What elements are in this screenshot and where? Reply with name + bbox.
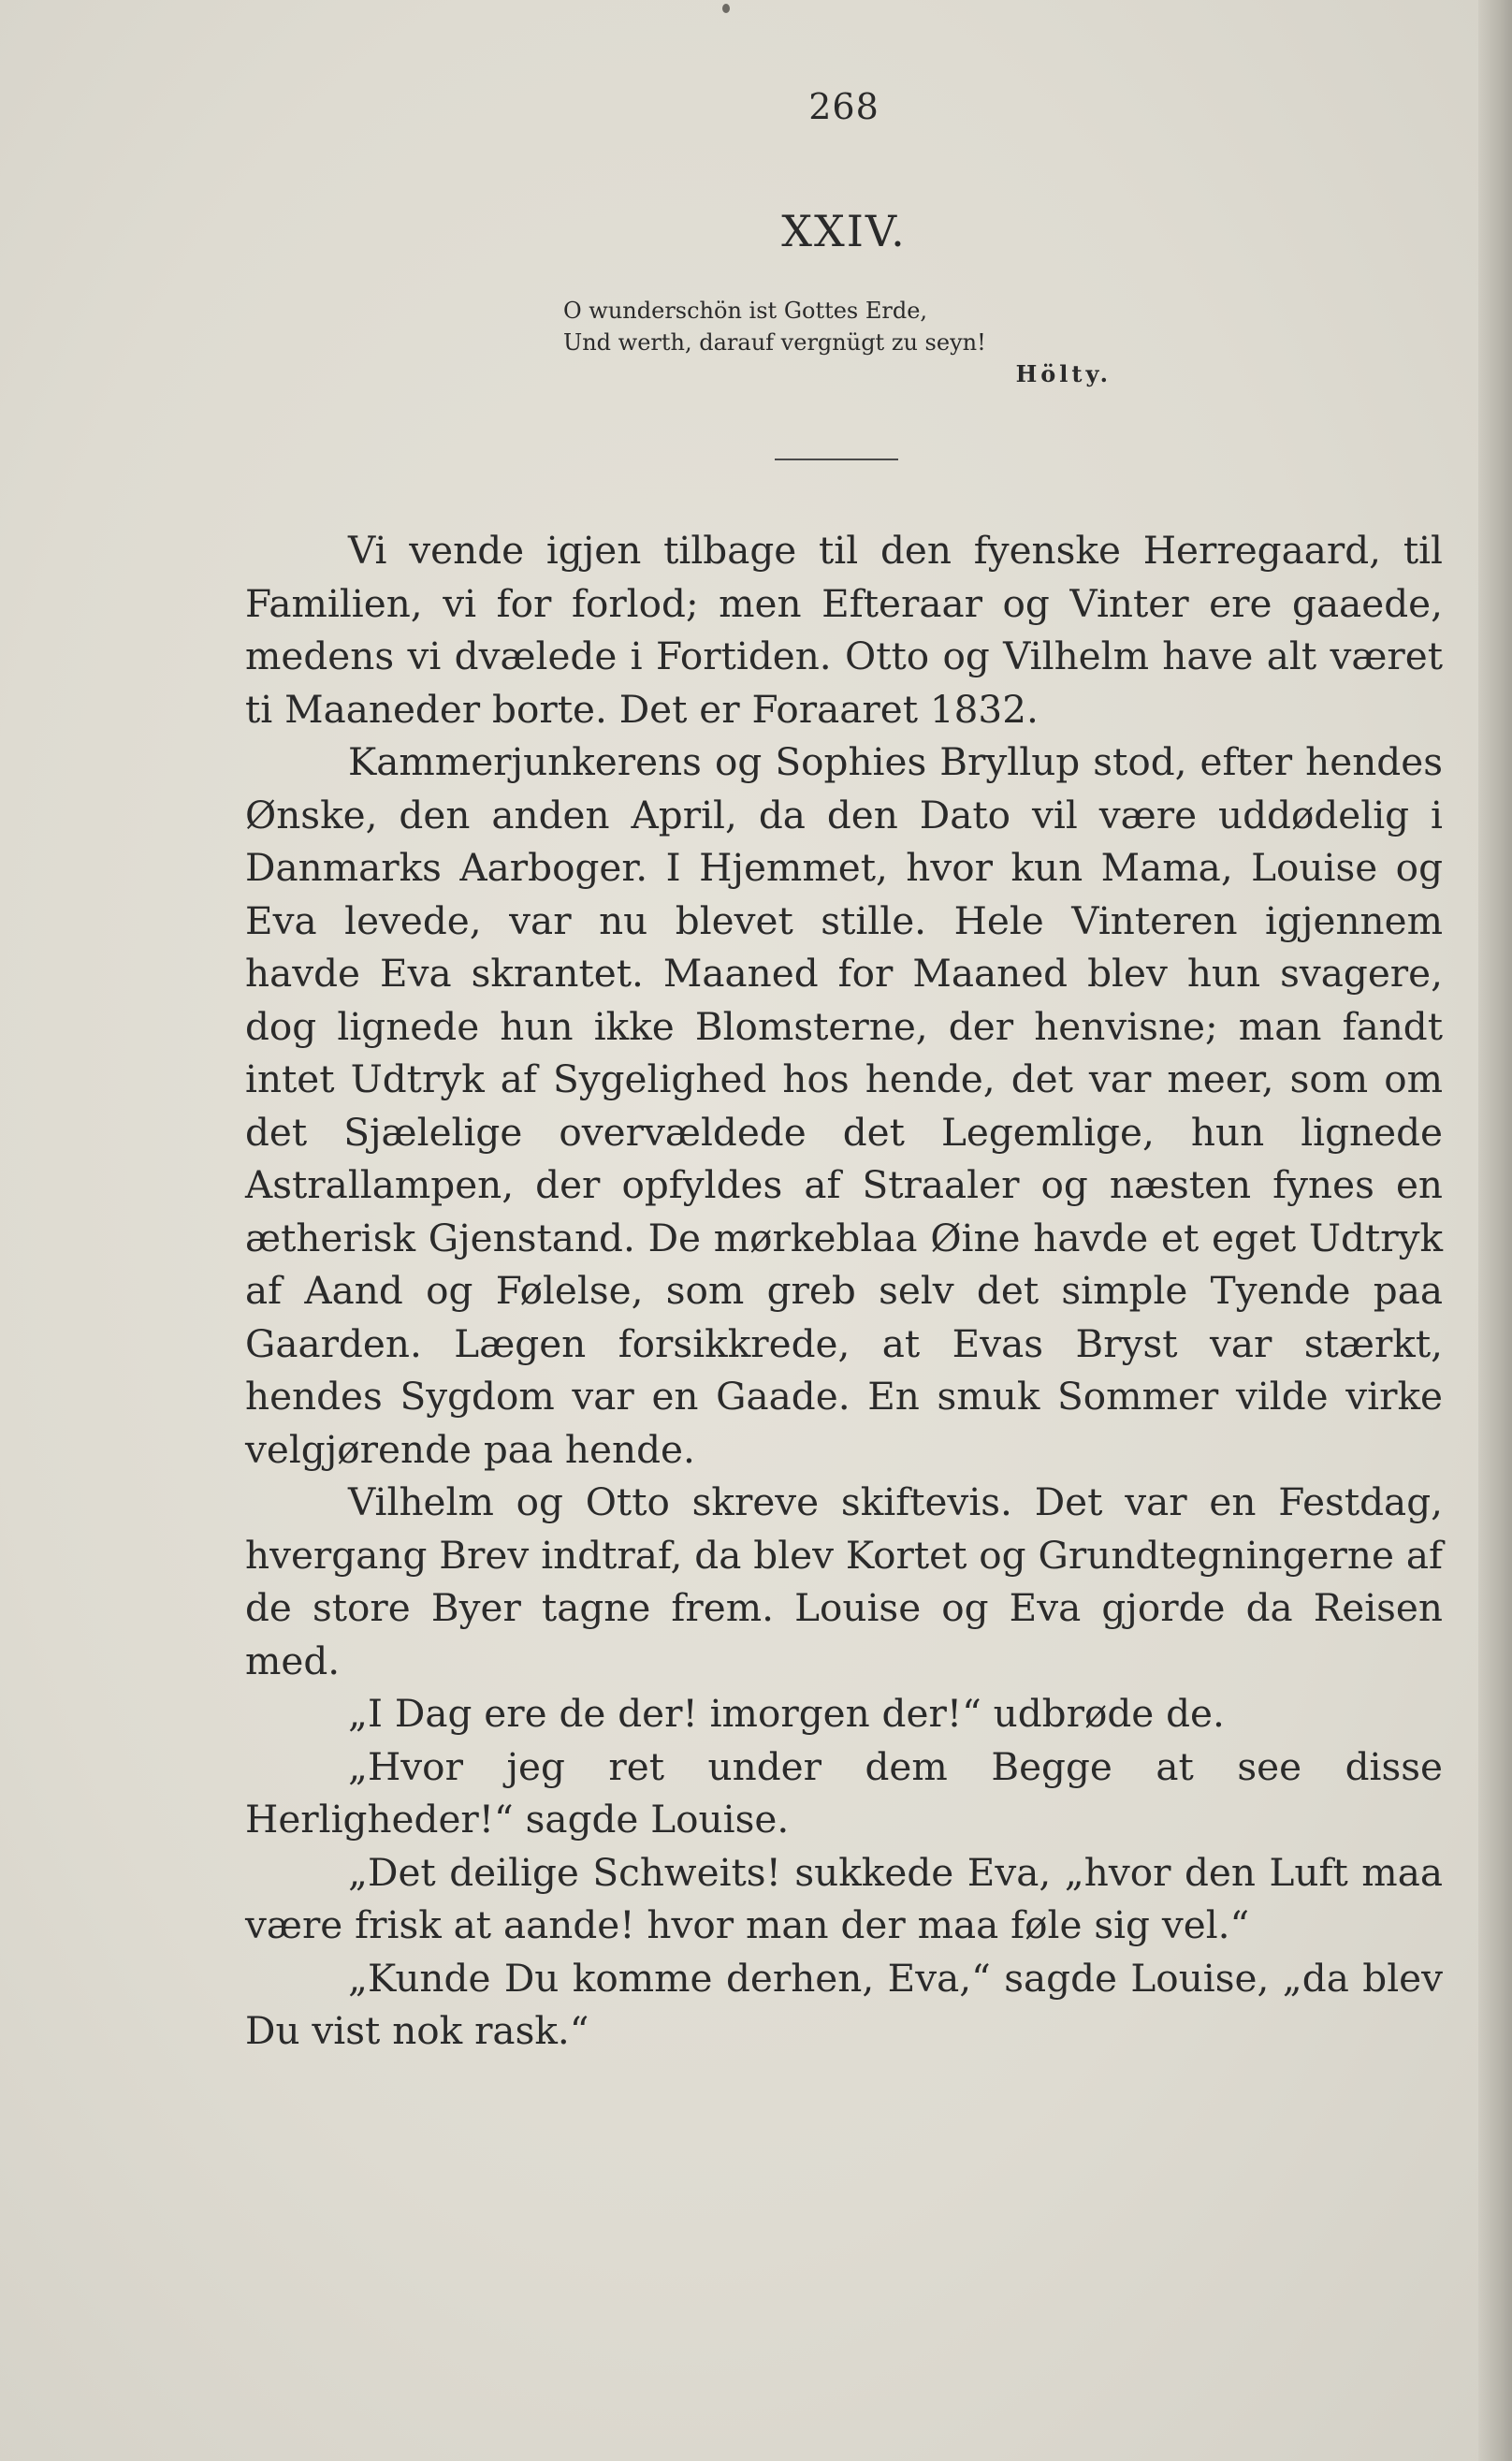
ink-speck: [722, 4, 730, 13]
page-edge: [1478, 0, 1512, 2461]
paragraph: Vi vende igjen tilbage til den fyenske Herregaard, til Familien, vi for forlod; men Efteraar og Vinter ere gaaede, medens vi dvælede i Fortiden. Otto og Vilhelm have alt været ti Maaneder borte. Det er Foraaret 1832.: [245, 528, 1443, 732]
chapter-body: [245, 524, 1443, 2058]
paragraph: Kammerjunkerens og Sophies Bryllup stod, efter hendes Ønske, den anden April, da den Dato vil være uddødelig i Danmarks Aarboger. I Hjemmet, hvor kun Mama, Louise og Eva levede, var nu blevet stille. Hele Vinteren igjennem havde Eva skrantet. Maaned for Maaned blev hun svagere, dog lignede hun ikke Blomsterne, der henvisne; man fandt intet Udtryk af Sygelighed hos hende, det var meer, som om det Sjælelige overvældede det Legemlige, hun lignede Astrallampen, der opfyldes af Straaler og næsten fynes en ætherisk Gjenstand. De mørkeblaa Øine havde et eget Udtryk af Aand og Følelse, som greb selv det simple Tyende paa Gaarden. Lægen forsikkrede, at Evas Bryst var stærkt, hendes Sygdom var en Gaade. En smuk Sommer vilde virke velgjørende paa hende.: [245, 739, 1443, 1472]
paragraph: Vilhelm og Otto skreve skiftevis. Det var en Festdag, hvergang Brev indtraf, da blev Kortet og Grundtegningerne af de store Byer tagne frem. Louise og Eva gjorde da Reisen med.: [245, 1479, 1443, 1683]
dialogue-paragraph: „Det deilige Schweits! sukkede Eva, „hvor den Luft maa være frisk at aande! hvor man der maa føle sig vel.“: [245, 1849, 1443, 1947]
dialogue-paragraph: „Hvor jeg ret under dem Begge at see disse Herligheder!“ sagde Louise.: [245, 1743, 1443, 1842]
epigraph-author: Hölty.: [1015, 360, 1112, 387]
section-divider: [775, 459, 898, 460]
dialogue-paragraph: „Kunde Du komme derhen, Eva,“ sagde Louise, „da blev Du vist nok rask.“: [245, 1955, 1443, 2053]
dialogue-paragraph: „I Dag ere de der! imorgen der!“ udbrøde de.: [348, 1691, 1225, 1736]
chapter-title: XXIV.: [781, 206, 907, 256]
epigraph-line: O wunderschön ist Gottes Erde,: [563, 298, 928, 324]
epigraph-line: Und werth, darauf vergnügt zu seyn!: [563, 329, 986, 356]
epigraph: [563, 295, 1143, 390]
page-number: 268: [808, 86, 880, 127]
